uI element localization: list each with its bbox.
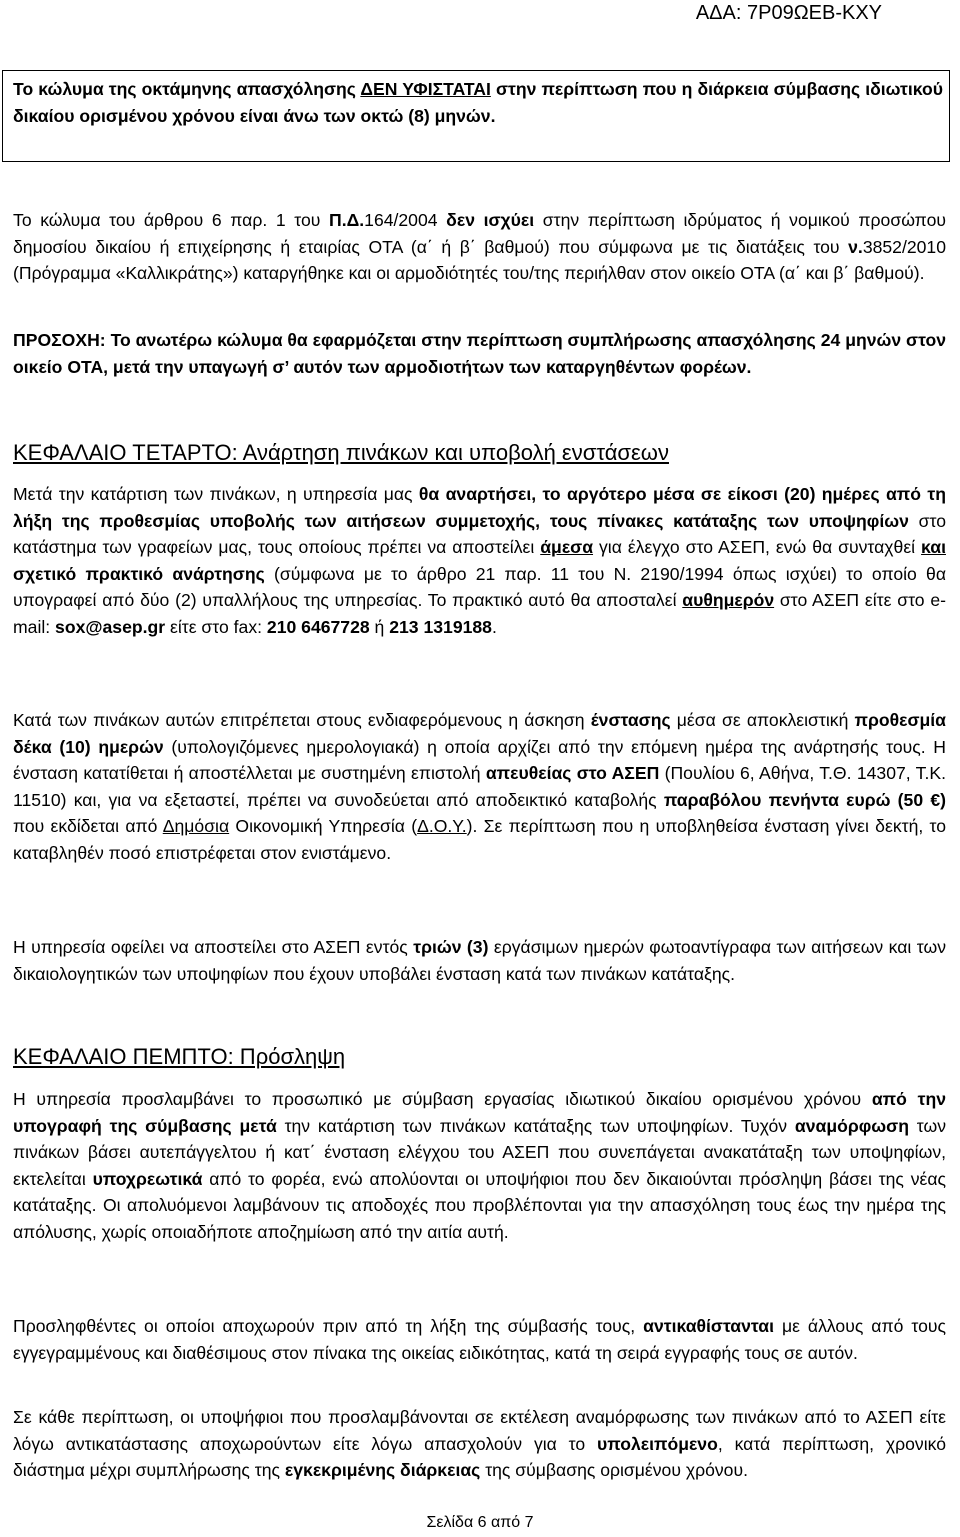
text-span: Οικονομική Υπηρεσία (: [229, 816, 418, 836]
text-span: εγκεκριμένης διάρκειας: [284, 1460, 481, 1480]
text-span: υπολειπόμενο: [596, 1433, 718, 1454]
text-span: 164/2004: [364, 210, 447, 230]
text-span: στην περίπτωση ιδρύματος ή νομικού προσώπου δημοσίου δικαίου ή επιχείρησης ή εταιρίας ΟΤΑ (α΄ ή β΄ βαθμού) που σύμφωνα με τις διατάξεις του: [13, 210, 946, 257]
text-span: Δημόσια: [162, 816, 230, 836]
text-span: από την υπογραφή της σύμβασης μετά: [13, 1089, 947, 1136]
text-span: σχετικό πρακτικό ανάρτησης: [13, 563, 265, 584]
text-span: , κατά περίπτωση, χρονικό διάστημα μέχρι συμπλήρωσης της: [13, 1433, 946, 1480]
text-span: Μετά την κατάρτιση των πινάκων, η υπηρεσία μας: [13, 484, 419, 504]
text-span: (Πουλίου 6, Αθήνα, Τ.Θ. 14307, Τ.Κ. 11510) και, για να εξεταστεί, πρέπει να συνοδεύεται από αποδεικτικό καταβολής: [13, 763, 946, 810]
text-span: αυθημερόν: [682, 590, 775, 610]
text-span: προθεσμία δέκα (10) ημερών: [13, 710, 946, 757]
text-span: Προσληφθέντες οι οποίοι αποχωρούν πριν από τη λήξη της σύμβασής τους,: [13, 1316, 644, 1336]
text-span: ν.: [848, 236, 863, 257]
text-span: υποχρεωτικά: [92, 1168, 203, 1189]
paragraph-remaining-duration: [13, 1404, 946, 1484]
paragraph-tables-posting: [13, 481, 946, 640]
paragraph-replacement: [13, 1313, 946, 1366]
text-span: αναμόρφωση: [794, 1115, 909, 1136]
paragraph-hiring: [13, 1086, 946, 1245]
paragraph-exception: [13, 207, 946, 287]
text-span: στο κατάστημα των γραφείων μας, τους οποίους πρέπει να αποστείλει: [13, 510, 946, 557]
text-span: μέσα σε αποκλειστική: [670, 710, 855, 730]
text-span: παραβόλου πενήντα ευρώ (50 €): [663, 789, 946, 810]
text-span: δεν ισχύει: [446, 210, 535, 230]
email-address: sox@asep.gr: [55, 616, 166, 637]
text-span: ή: [369, 616, 390, 637]
fax-number: 213 1319188: [389, 616, 492, 637]
text-span: της σύμβασης ορισμένου χρόνου.: [480, 1460, 748, 1480]
text-span: θα αναρτήσει, το αργότερο μέσα σε είκοσι (20) ημέρες από τη λήξη της προθεσμίας υποβολής των αιτήσεων συμμετοχής, τους πίνακες κατάταξης των υποψηφίων: [13, 484, 946, 531]
ada-code: ΑΔΑ: 7Ρ09ΩΕΒ-ΚΧΥ: [695, 2, 882, 24]
text-span: άμεσα: [540, 537, 594, 557]
text-span: Το κώλυμα του άρθρου 6 παρ. 1 του: [13, 210, 330, 230]
text-span: για έλεγχο στο ΑΣΕΠ, ενώ θα συνταχθεί: [593, 537, 922, 557]
text-span: ένστασης: [590, 710, 671, 730]
text-span: είτε στο fax:: [165, 616, 267, 637]
text-span: τριών (3): [413, 937, 489, 957]
text-span: ). Σε περίπτωση που η υποβληθείσα ένσταση γίνει δεκτή, το καταβληθέν ποσό επιστρέφεται στον ενιστάμενο.: [13, 816, 946, 863]
text-span: εργάσιμων ημερών φωτοαντίγραφα των αιτήσεων και των δικαιολογητικών των υποψηφίων που έχουν υποβάλει ένσταση κατά των πινάκων κατάταξης.: [13, 937, 946, 984]
text-span: με άλλους από τους εγγεγραμμένους και διαθέσιμους στον πίνακα της οικείας ειδικότητας, κατά τη σειρά εγγραφής τους σε αυτόν.: [13, 1316, 946, 1363]
paragraph-attention: [13, 327, 946, 380]
text-span: 3852/2010 (Πρόγραμμα «Καλλικράτης») καταργήθηκε και οι αρμοδιότητές του/της περιήλθαν στον οικείο ΟΤΑ (α΄ και β΄ βαθμού).: [13, 236, 946, 283]
text-span: (υπολογιζόμενες ημερολογιακά) η οποία αρχίζει από την επόμενη ημέρα της ανάρτησής τους. Η ένσταση κατατίθεται ή αποστέλλεται με συστημένη επιστολή: [13, 736, 946, 783]
text-span: και: [921, 537, 946, 557]
chapter-four-heading: ΚΕΦΑΛΑΙΟ ΤΕΤΑΡΤΟ: Ανάρτηση πινάκων και υποβολή ενστάσεων: [13, 440, 669, 465]
text-span: (σύμφωνα με το άρθρο 21 παρ. 11 του Ν. 2190/1994 όπως ισχύει) το οποίο θα υπογραφεί από δύο (2) υπαλλήλους της υπηρεσίας. Το πρακτικό αυτό θα αποσταλεί: [13, 563, 947, 610]
text-span: που εκδίδεται από: [13, 816, 163, 836]
text-span: Π.Δ.: [329, 210, 365, 230]
text-span: Η υπηρεσία οφείλει να αποστείλει στο ΑΣΕΠ εντός: [13, 937, 414, 957]
text-span: ΠΡΟΣΟΧΗ: Το ανωτέρω κώλυμα θα εφαρμόζεται στην περίπτωση συμπλήρωσης απασχόλησης 24 μηνών στον οικείο ΟΤΑ, μετά την υπαγωγή σ’ αυτόν των αρμοδιοτήτων των καταργηθέντων φορέων.: [13, 330, 946, 377]
text-span: .: [491, 616, 497, 637]
chapter-five-heading: ΚΕΦΑΛΑΙΟ ΠΕΜΠΤΟ: Πρόσληψη: [13, 1044, 346, 1069]
text-span: Κατά των πινάκων αυτών επιτρέπεται στους ενδιαφερόμενους η άσκηση: [13, 710, 591, 730]
text-span: ΔΕΝ ΥΦΙΣΤΑΤΑΙ: [360, 79, 491, 99]
text-span: από το φορέα, ενώ απολύονται οι υποψήφιοι που δεν δικαιούνται πρόσληψη βάσει της νέας κατάταξης. Οι απολυόμενοι λαμβάνουν τις αποδοχές που προβλέπονται για την απασχόληση τους έως την ημέρα της απόλυσης, χωρίς οποιαδήποτε αποζημίωση από την αιτία αυτή.: [13, 1168, 946, 1242]
notice-text: [13, 76, 943, 129]
text-span: Σε κάθε περίπτωση, οι υποψήφιοι που προσλαμβάνονται σε εκτέλεση αναμόρφωσης των πινάκων από το ΑΣΕΠ είτε λόγω αντικατάστασης αποχωρούντων είτε λόγω απασχολούν για το: [13, 1407, 946, 1454]
text-span: απευθείας στο ΑΣΕΠ: [485, 763, 660, 783]
page-number: Σελίδα 6 από 7: [426, 1514, 534, 1531]
paragraph-service-obligation: [13, 934, 946, 987]
text-span: την κατάρτιση των πινάκων κατάταξης των υποψηφίων. Τυχόν: [276, 1115, 795, 1136]
text-span: Η υπηρεσία προσλαμβάνει το προσωπικό με σύμβαση εργασίας ιδιωτικού δικαίου ορισμένου χρόνου: [13, 1089, 872, 1109]
text-span: στο ΑΣΕΠ είτε στο e-mail:: [13, 590, 946, 637]
text-span: των πινάκων βάσει αυτεπάγγελτου ή κατ΄ ένσταση ελέγχου του ΑΣΕΠ που συνεπάγεται ανακατάταξη των υποψηφίων, εκτελείται: [13, 1115, 946, 1189]
paragraph-objection: [13, 707, 946, 866]
text-span: Δ.Ο.Υ.: [417, 816, 467, 836]
text-span: αντικαθίστανται: [643, 1316, 774, 1336]
text-span: Το κώλυμα της οκτάμηνης απασχόλησης: [13, 79, 361, 99]
text-span: στην περίπτωση που η διάρκεια σύμβασης ιδιωτικού δικαίου ορισμένου χρόνου είναι άνω των οκτώ (8) μηνών.: [13, 79, 944, 126]
fax-number: 210 6467728: [266, 616, 370, 637]
